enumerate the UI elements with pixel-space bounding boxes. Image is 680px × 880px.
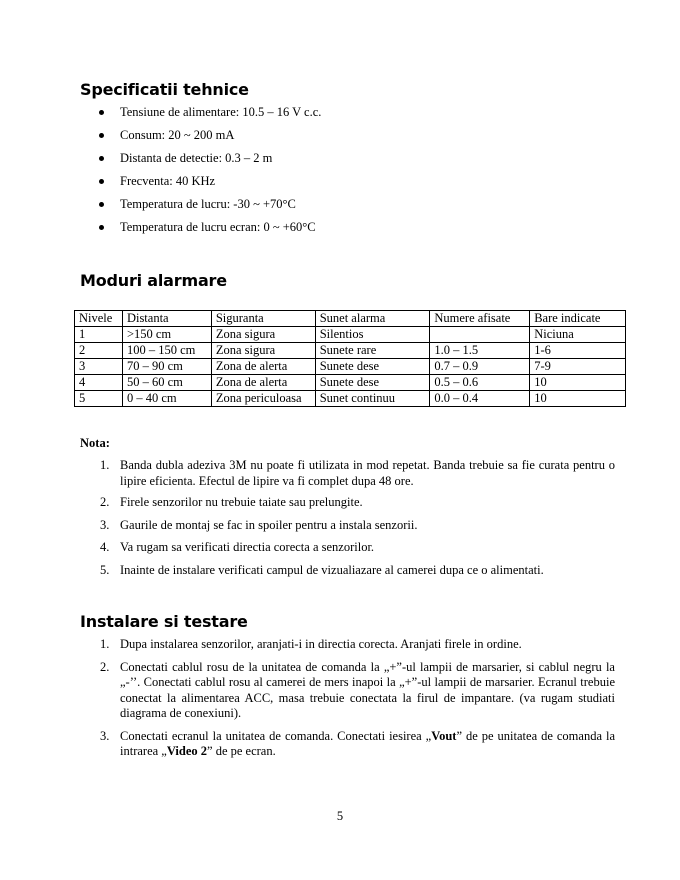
table-cell: 7-9 bbox=[530, 359, 626, 375]
table-cell: 1 bbox=[75, 327, 123, 343]
item-number: 2. bbox=[100, 659, 110, 674]
table-header-cell: Bare indicate bbox=[530, 311, 626, 327]
bullet-icon bbox=[99, 133, 104, 138]
table-cell: 70 – 90 cm bbox=[122, 359, 211, 375]
item-number: 1. bbox=[100, 458, 110, 472]
table-cell: 0.0 – 0.4 bbox=[430, 391, 530, 407]
item-text: Inainte de instalare verificati campul de vizualiazare al camerei dupa ce o alimentati. bbox=[120, 562, 544, 577]
table-header-cell: Siguranta bbox=[211, 311, 315, 327]
bullet-icon bbox=[99, 225, 104, 230]
item-number: 3. bbox=[100, 517, 110, 532]
list-item bbox=[80, 127, 620, 150]
table-cell bbox=[430, 327, 530, 343]
table-cell: 5 bbox=[75, 391, 123, 407]
list-item bbox=[80, 495, 615, 511]
table-cell: 10 bbox=[530, 375, 626, 391]
list-item bbox=[80, 196, 620, 219]
modes-heading: Moduri alarmare bbox=[80, 271, 227, 290]
table-cell: Zona de alerta bbox=[211, 359, 315, 375]
spec-text: Temperatura de lucru: -30 ~ +70°C bbox=[120, 197, 296, 211]
table-cell: 3 bbox=[75, 359, 123, 375]
spec-text: Temperatura de lucru ecran: 0 ~ +60°C bbox=[120, 220, 316, 234]
nota-label: Nota: bbox=[80, 436, 110, 450]
item-number: 1. bbox=[100, 637, 110, 651]
list-item bbox=[80, 219, 620, 242]
video2-label: Video 2 bbox=[166, 744, 208, 758]
table-cell: Sunete dese bbox=[315, 359, 430, 375]
table-cell: Sunete rare bbox=[315, 343, 430, 359]
list-item bbox=[80, 458, 615, 489]
list-item bbox=[80, 729, 615, 760]
vout-label: Vout bbox=[431, 728, 457, 743]
table-row bbox=[75, 327, 626, 343]
table-cell: 4 bbox=[75, 375, 123, 391]
list-item bbox=[80, 660, 615, 722]
table-cell: Sunet continuu bbox=[315, 391, 430, 407]
table-cell: Zona sigura bbox=[211, 327, 315, 343]
install-list bbox=[80, 637, 615, 760]
item-text: Dupa instalarea senzorilor, aranjati-i in directia corecta. Aranjati firele in ordine. bbox=[120, 637, 522, 651]
table-cell: 100 – 150 cm bbox=[122, 343, 211, 359]
list-item bbox=[80, 518, 615, 534]
spec-text: Consum: 20 ~ 200 mA bbox=[120, 128, 235, 142]
item-number: 4. bbox=[100, 540, 110, 554]
table-cell: 0 – 40 cm bbox=[122, 391, 211, 407]
table-cell: 2 bbox=[75, 343, 123, 359]
table-cell: Sunete dese bbox=[315, 375, 430, 391]
list-item bbox=[80, 637, 615, 653]
table-cell: Zona periculoasa bbox=[211, 391, 315, 407]
list-item bbox=[80, 104, 620, 127]
table-row bbox=[75, 391, 626, 407]
list-item bbox=[80, 540, 615, 556]
table-header-cell: Distanta bbox=[122, 311, 211, 327]
table-cell: 10 bbox=[530, 391, 626, 407]
table-cell: Zona sigura bbox=[211, 343, 315, 359]
item-number: 5. bbox=[100, 562, 110, 577]
bullet-icon bbox=[99, 156, 104, 161]
item-number: 2. bbox=[100, 495, 110, 509]
specs-list bbox=[80, 104, 620, 242]
table-header-cell: Numere afisate bbox=[430, 311, 530, 327]
item-text-part: ” de pe unitatea de comanda la intrarea „ bbox=[120, 728, 615, 758]
spec-text: Distanta de detectie: 0.3 – 2 m bbox=[120, 151, 273, 165]
table-row bbox=[75, 359, 626, 375]
bullet-icon bbox=[99, 110, 104, 115]
list-item bbox=[80, 563, 615, 579]
table-cell: 0.5 – 0.6 bbox=[430, 375, 530, 391]
table-header-row bbox=[75, 311, 626, 327]
table-row bbox=[75, 343, 626, 359]
table-cell: 1.0 – 1.5 bbox=[430, 343, 530, 359]
modes-table bbox=[74, 310, 626, 407]
item-text: Va rugam sa verificati directia corecta a senzorilor. bbox=[120, 540, 375, 554]
install-heading: Instalare si testare bbox=[80, 612, 248, 631]
page-number: 5 bbox=[336, 809, 344, 823]
table-cell: Niciuna bbox=[530, 327, 626, 343]
item-text-part: Conectati ecranul la unitatea de comanda. Conectati iesirea „ bbox=[120, 728, 432, 743]
table-cell: Zona de alerta bbox=[211, 375, 315, 391]
item-text: Gaurile de montaj se fac in spoiler pentru a instala senzorii. bbox=[120, 517, 418, 532]
table-cell: Silentios bbox=[315, 327, 430, 343]
item-text: Conectati cablul rosu de la unitatea de comanda la „+”-ul lampii de marsarier, si cablul negru la „-’’. Conectati cablul rosu al camerei de mers inapoi la „+”-ul lampii de marsarier. Ecranul trebuie conectat la alimentarea ACC, masa trebuie conectata la firul de impantare. (va rugam studiati diagrama de conexiuni). bbox=[120, 659, 615, 720]
table-cell: 50 – 60 cm bbox=[122, 375, 211, 391]
bullet-icon bbox=[99, 202, 104, 207]
table-row bbox=[75, 375, 626, 391]
table-cell: >150 cm bbox=[122, 327, 211, 343]
list-item bbox=[80, 173, 620, 196]
item-number: 3. bbox=[100, 728, 110, 743]
table-cell: 0.7 – 0.9 bbox=[430, 359, 530, 375]
table-header-cell: Nivele bbox=[75, 311, 123, 327]
specs-heading: Specificatii tehnice bbox=[80, 80, 249, 99]
spec-text: Frecventa: 40 KHz bbox=[120, 174, 216, 188]
nota-list bbox=[80, 458, 615, 578]
table-cell: 1-6 bbox=[530, 343, 626, 359]
list-item bbox=[80, 150, 620, 173]
item-text-part: ” de pe ecran. bbox=[207, 744, 276, 758]
spec-text: Tensiune de alimentare: 10.5 – 16 V c.c. bbox=[120, 105, 322, 119]
item-text: Banda dubla adeziva 3M nu poate fi utilizata in mod repetat. Banda trebuie sa fie curata pentru o lipire eficienta. Efectul de lipire va fi complet dupa 48 ore. bbox=[120, 458, 615, 488]
table-header-cell: Sunet alarma bbox=[315, 311, 430, 327]
bullet-icon bbox=[99, 179, 104, 184]
item-text: Firele senzorilor nu trebuie taiate sau prelungite. bbox=[120, 495, 363, 509]
